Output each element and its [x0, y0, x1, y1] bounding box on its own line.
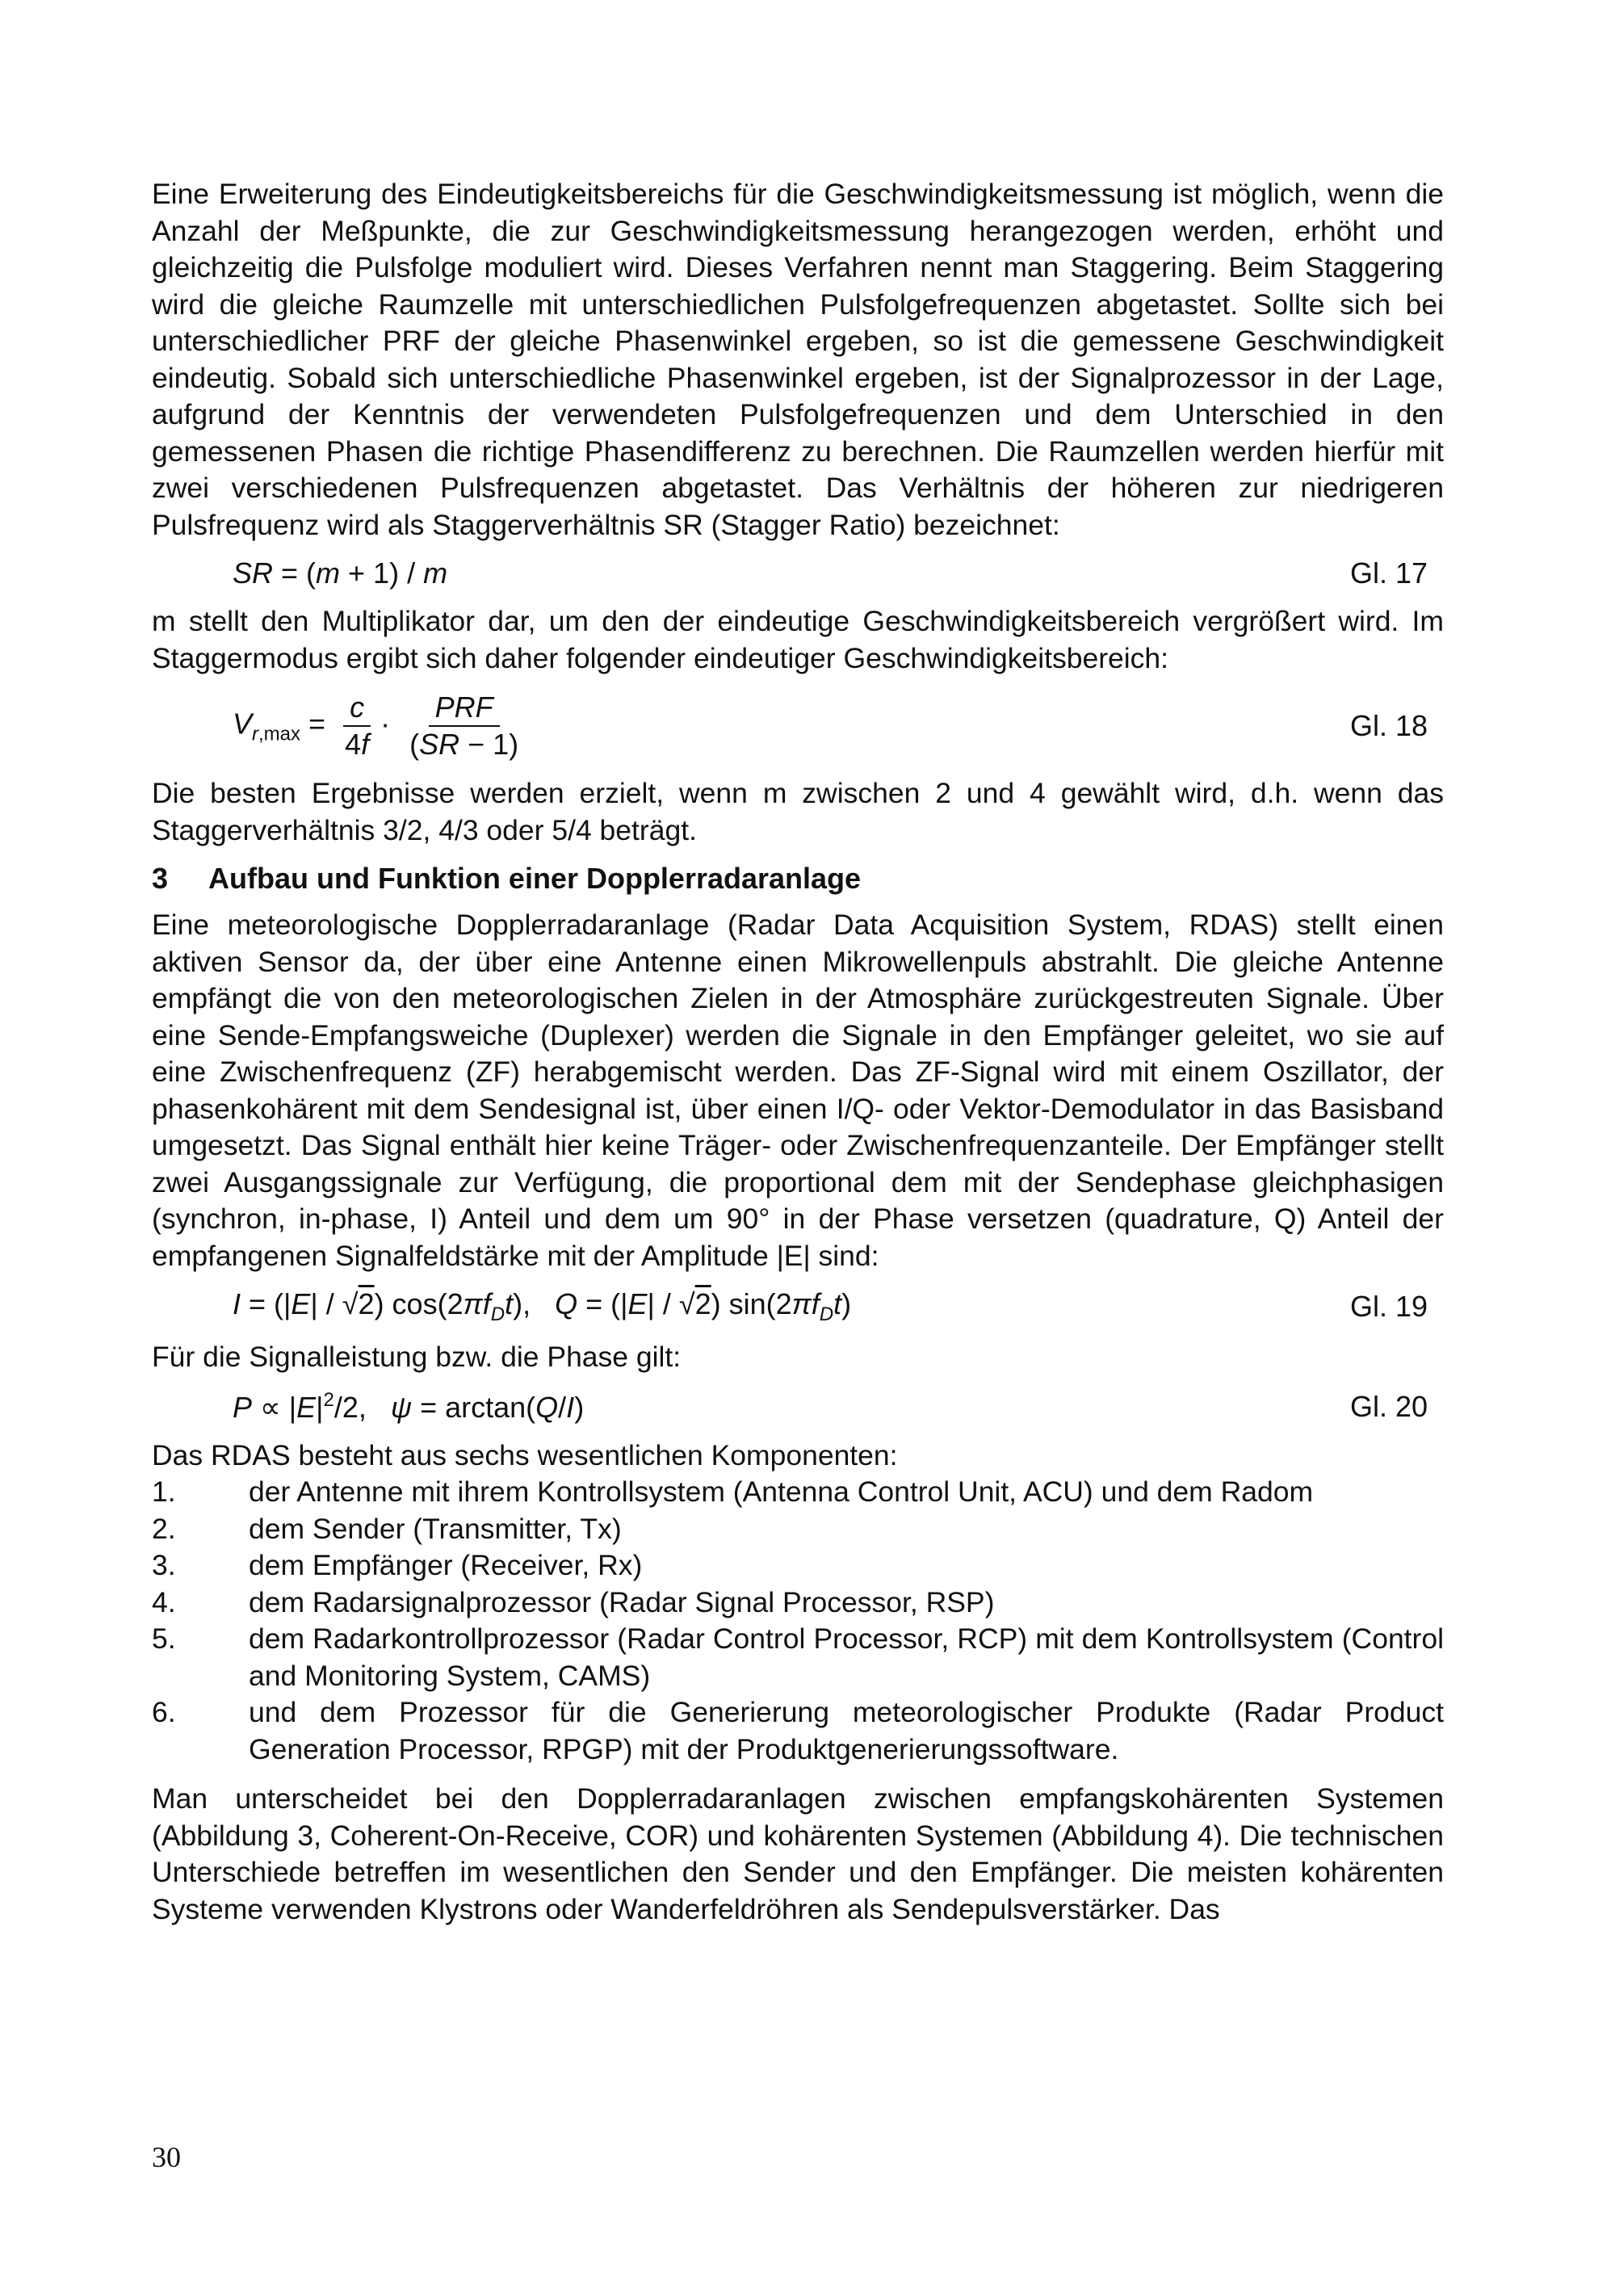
equation-18-formula: $V_{r,max}$ = $\frac{c}{4f}$ · $\frac{\text{PRF}}{(SR - 1)}$ [233, 690, 519, 761]
paragraph-ergebnisse: Die besten Ergebnisse werden erzielt, wenn m zwischen 2 und 4 gewählt wird, d.h. wenn das Staggerverhältnis 3/2, 4/3 oder 5/4 beträgt. [152, 777, 1444, 846]
equation-18 [152, 690, 1444, 762]
page-number: 30 [152, 2141, 181, 2173]
section-title: Aufbau und Funktion einer Dopplerradaranlage [208, 862, 862, 895]
paragraph-signalleistung: Für die Signalleistung bzw. die Phase gilt: [152, 1341, 682, 1373]
list-item: 5. dem Radarkontrollprozessor (Radar Control Processor, RCP) mit dem Kontrollsystem (Control and Monitoring System, CAMS) [152, 1622, 1444, 1692]
equation-17-formula: SR = (m + 1) / m [233, 556, 448, 590]
list-item: 6. und dem Prozessor für die Generierung meteorologischer Produkte (Radar Product Generation Processor, RPGP) mit der Produktgenerierungssoftware. [152, 1696, 1444, 1765]
paragraph-systeme: Man unterscheidet bei den Dopplerradaranlagen zwischen empfangskohärenten Systemen (Abbildung 3, Coherent-On-Receive, COR) und kohärenten Systemen (Abbildung 4). Die technischen Unterschiede betreffen im wesentlichen den Sender und den Empfänger. Die meisten kohärenten Systeme verwenden Klystrons oder Wanderfeldröhren als Sendepulsverstärker. Das [152, 1782, 1444, 1925]
page-content [152, 176, 1444, 1928]
equation-17-label: Gl. 17 [1349, 556, 1428, 590]
paragraph-komponenten-intro: Das RDAS besteht aus sechs wesentlichen Komponenten: [152, 1438, 898, 1471]
list-item: 3. dem Empfänger (Receiver, Rx) [152, 1549, 643, 1581]
section-number: 3 [152, 862, 169, 895]
list-item: 4. dem Radarsignalprozessor (Radar Signal Processor, RSP) [152, 1585, 995, 1618]
list-item: 2. dem Sender (Transmitter, Tx) [152, 1512, 622, 1545]
section-heading [152, 862, 1444, 896]
paragraph-rdas: Eine meteorologische Dopplerradaranlage (Radar Data Acquisition System, RDAS) stellt einen aktiven Sensor da, der über eine Antenne einen Mikrowellenpuls abstrahlt. Die gleiche Antenne empfängt die von den meteorologischen Zielen in der Atmosphäre zurückgestreuten Signale. Über eine Sende-Empfangsweiche (Duplexer) werden die Signale in den Empfänger geleitet, wo sie auf eine Zwischenfrequenz (ZF) herabgemischt werden. Das ZF-Signal wird mit einem Oszillator, der phasenkohärent mit dem Sendesignal ist, über einen I/Q- oder Vektor-Demodulator in das Basisband umgesetzt. Das Signal enthält hier keine Träger- oder Zwischenfrequenzanteile. Der Empfänger stellt zwei Ausgangssignale zur Verfügung, die proportional dem mit der Sendephase gleichphasigen (synchron, in-phase, I) Anteil und dem um 90° in der Phase versetzen (quadrature, Q) Anteil der empfangenen Signalfeldstärke mit der Amplitude |E| sind: [152, 909, 1444, 1272]
equation-19-formula: I = (|E| / √2) $\cos(2\pi f_Dt)$, Q = (|E| / √2) $\sin(2\pi f_Dt)$ [233, 1287, 852, 1325]
list-item: 1. der Antenne mit ihrem Kontrollsystem (Antenna Control Unit, ACU) und dem Radom [152, 1475, 1314, 1508]
equation-17 [152, 556, 1444, 590]
equation-20 [152, 1389, 1444, 1425]
equation-19 [152, 1287, 1444, 1326]
equation-18-label: Gl. 18 [1349, 709, 1428, 742]
equation-19-label: Gl. 19 [1349, 1290, 1428, 1323]
equation-20-formula: $P \propto |E|^2/2$, ψ = arctan(Q/I) [233, 1388, 585, 1424]
paragraph-staggering: Eine Erweiterung des Eindeutigkeitsbereichs für die Geschwindigkeitsmessung ist möglich, wenn die Anzahl der Meßpunkte, die zur Geschwindigkeitsmessung herangezogen werden, erhöht und gleichzeitig die Pulsfolge moduliert wird. Dieses Verfahren nennt man Staggering. Beim Staggering wird die gleiche Raumzelle mit unterschiedlichen Pulsfolgefrequenzen abgetastet. Sollte sich bei unterschiedlicher PRF der gleiche Phasenwinkel ergeben, so ist die gemessene Geschwindigkeit eindeutig. Sobald sich unterschiedliche Phasenwinkel ergeben, ist der Signalprozessor in der Lage, aufgrund der Kenntnis der verwendeten Pulsfolgefrequenzen und dem Unterschied in den gemessenen Phasen die richtige Phasendifferenz zu berechnen. Die Raumzellen werden hierfür mit zwei verschiedenen Pulsfrequenzen abgetastet. Das Verhältnis der höheren zur niedrigeren Pulsfrequenz wird als Staggerverhältnis SR (Stagger Ratio) bezeichnet: [152, 178, 1444, 541]
equation-20-label: Gl. 20 [1349, 1389, 1428, 1423]
paragraph-multiplikator: m stellt den Multiplikator dar, um den der eindeutige Geschwindigkeitsbereich vergrößert wird. Im Staggermodus ergibt sich daher folgender eindeutiger Geschwindigkeitsbereich: [152, 605, 1444, 674]
components-list [152, 1474, 1444, 1768]
